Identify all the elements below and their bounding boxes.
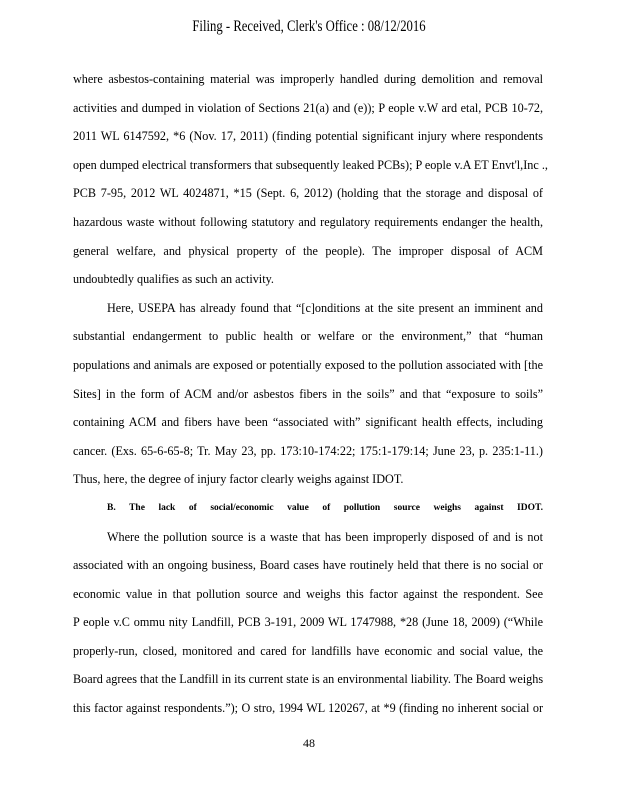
body-line: substantial endangerment to public health or welfare or the environment,” that “human — [73, 329, 543, 344]
body-line: properly-run, closed, monitored and cared for landfills have economic and social value, the — [73, 643, 543, 658]
filing-header: Filing - Received, Clerk's Office : 08/12/2016 — [192, 18, 426, 35]
body-line: cancer. (Exs. 65-6-65-8; Tr. May 23, pp. 173:10-174:22; 175:1-179:14; June 23, p. 235:1-11.) — [73, 443, 543, 458]
page-number: 48 — [303, 736, 315, 750]
body-line: where asbestos-containing material was improperly handled during demolition and removal — [73, 72, 543, 86]
body-line: 2011 WL 6147592, *6 (Nov. 17, 2011) (finding potential significant injury where respondents — [73, 129, 543, 144]
body-line: open dumped electrical transformers that subsequently leaked PCBs); P eople v.A ET Envt'l,Inc ., — [73, 157, 548, 172]
body-line: containing ACM and fibers have been “associated with” significant health effects, including — [73, 415, 543, 430]
body-line: general welfare, and physical property of the people). The improper disposal of ACM — [73, 243, 543, 258]
body-line: economic value in that pollution source and weighs this factor against the respondent. See — [73, 586, 543, 601]
paragraph-first-line: Here, USEPA has already found that “[c]onditions at the site present an imminent and — [107, 300, 543, 315]
body-line: Sites] in the form of ACM and/or asbestos fibers in the soils” and that “exposure to soils” — [73, 386, 543, 401]
body-line: PCB 7-95, 2012 WL 4024871, *15 (Sept. 6, 2012) (holding that the storage and disposal of — [73, 186, 543, 201]
body-line: P eople v.C ommu nity Landfill, PCB 3-191, 2009 WL 1747988, *28 (June 18, 2009) (“While — [73, 615, 543, 630]
body-line: populations and animals are exposed or potentially exposed to the pollution associated with [the — [73, 357, 543, 372]
section-heading: B. The lack of social/economic value of pollution source weighs against IDOT. — [107, 502, 543, 513]
body-line: Board agrees that the Landfill in its current state is an environmental liability. The Board weighs — [73, 672, 544, 687]
body-line: associated with an ongoing business, Board cases have routinely held that there is no social or — [73, 558, 543, 573]
document-body — [73, 70, 548, 728]
body-line: this factor against respondents.”); O stro, 1994 WL 120267, at *9 (finding no inherent social or — [73, 701, 543, 716]
body-line: Thus, here, the degree of injury factor clearly weighs against IDOT. — [73, 472, 404, 487]
body-line: activities and dumped in violation of Sections 21(a) and (e)); P eople v.W ard etal, PCB 10-72, — [73, 100, 543, 115]
body-line: undoubtedly qualifies as such an activity. — [73, 272, 274, 287]
body-line: hazardous waste without following statutory and regulatory requirements endanger the health, — [73, 214, 543, 229]
paragraph-first-line: Where the pollution source is a waste that has been improperly disposed of and is not — [107, 529, 543, 544]
